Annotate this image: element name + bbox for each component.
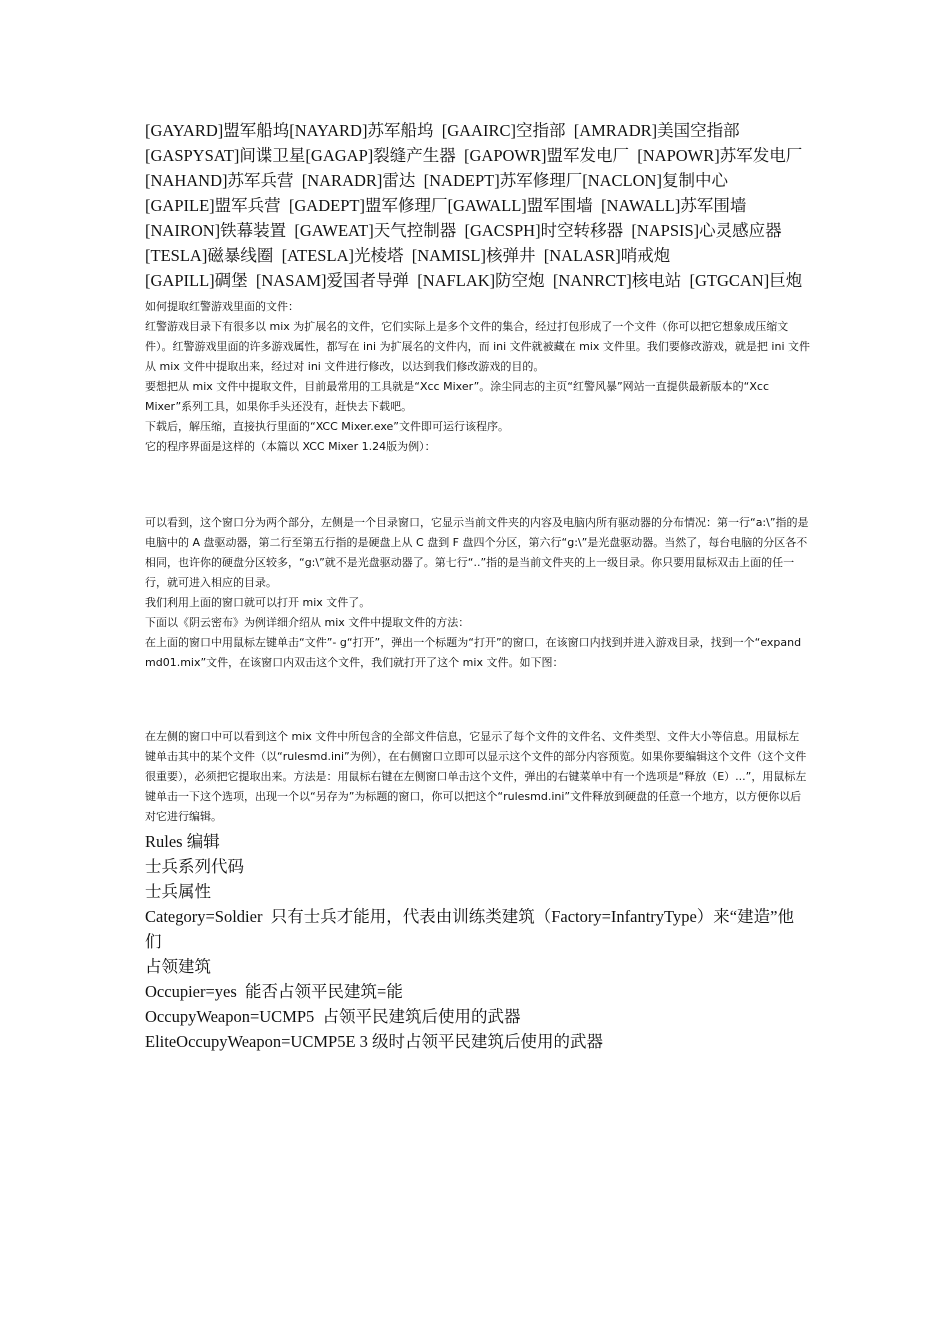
paragraph: 我们利用上面的窗口就可以打开 mix 文件了。 (145, 596, 371, 609)
mix-extraction-intro (145, 297, 810, 457)
paragraph: 在上面的窗口中用鼠标左键单击“文件”- g“打开”，弹出一个标题为“打开”的窗口，在该窗口内找到并进入游戏目录，找到一个“expandmd01.mix”文件，在该窗口内双击这个文件，我们就打开了这个 mix 文件。如下图： (145, 636, 802, 669)
rules-line: 占领建筑 (145, 957, 211, 976)
window-description (145, 513, 810, 673)
section-heading: 如何提取红警游戏里面的文件： (145, 300, 299, 313)
document-page (145, 118, 810, 1054)
file-extraction-description (145, 727, 810, 827)
paragraph: 在左侧的窗口中可以看到这个 mix 文件中所包含的全部文件信息，它显示了每个文件的文件名、文件类型、文件大小等信息。用鼠标左键单击其中的某个文件（以“rulesmd.ini”为例），在右侧窗口立即可以显示这个文件的部分内容预览。如果你要编辑这个文件（这个文件很重要），必须把它提取出来。方法是：用鼠标右键在左侧窗口单击这个文件，弹出的右键菜单中有一个选项是“释放（E）...”，用鼠标左键单击一下这个选项，出现一个以“另存为”为标题的窗口，你可以把这个“rulesmd.ini”文件释放到硬盘的任意一个地方，以方便你以后对它进行编辑。 (145, 730, 807, 823)
rules-line: 士兵系列代码 (145, 857, 244, 876)
paragraph: Mixer”系列工具，如果你手头还没有，赶快去下载吧。 (145, 400, 413, 413)
paragraph: 它的程序界面是这样的（本篇以 XCC Mixer 1.24版为例）： (145, 440, 436, 453)
code-line: [NAIRON]铁幕装置 [GAWEAT]天气控制器 [GACSPH]时空转移器 [NAPSIS]心灵感应器 (145, 221, 782, 240)
code-line: [GAPILL]碉堡 [NASAM]爱国者导弹 [NAFLAK]防空炮 [NANRCT]核电站 [GTGCAN]巨炮 (145, 271, 803, 290)
code-line: [GAPILE]盟军兵营 [GADEPT]盟军修理厂[GAWALL]盟军围墙 [NAWALL]苏军围墙 (145, 196, 747, 215)
rules-line: Category=Soldier 只有士兵才能用，代表由训练类建筑（Factory=InfantryType）来“建造”他们 (145, 907, 794, 951)
building-code-list (145, 118, 810, 293)
rules-line: Occupier=yes 能否占领平民建筑=能 (145, 982, 403, 1001)
missing-screenshot-space (145, 457, 810, 513)
rules-line: EliteOccupyWeapon=UCMP5E 3 级时占领平民建筑后使用的武器 (145, 1032, 604, 1051)
code-line: [NAHAND]苏军兵营 [NARADR]雷达 [NADEPT]苏军修理厂[NACLON]复制中心 (145, 171, 728, 190)
code-line: [GASPYSAT]间谍卫星[GAGAP]裂缝产生器 [GAPOWR]盟军发电厂 [NAPOWR]苏军发电厂 (145, 146, 803, 165)
rules-line: 士兵属性 (145, 882, 211, 901)
paragraph: 可以看到，这个窗口分为两个部分，左侧是一个目录窗口，它显示当前文件夹的内容及电脑内所有驱动器的分布情况：第一行“a:\”指的是电脑中的 A 盘驱动器，第二行至第五行指的是硬盘上从 C 盘到 F 盘四个分区，第六行“g:\”是光盘驱动器。当然了，每台电脑的分区各不相同，也许你的硬盘分区较多，“g:\”就不是光盘驱动器了。第七行“..”指的是当前文件夹的上一级目录。你只要用鼠标双击上面的任一行，就可进入相应的目录。 (145, 516, 809, 589)
paragraph: 下面以《阴云密布》为例详细介绍从 mix 文件中提取文件的方法： (145, 616, 470, 629)
missing-screenshot-space (145, 673, 810, 727)
code-line: [GAYARD]盟军船坞[NAYARD]苏军船坞 [GAAIRC]空指部 [AMRADR]美国空指部 (145, 121, 740, 140)
rules-edit-section (145, 829, 810, 1054)
code-line: [TESLA]磁暴线圈 [ATESLA]光棱塔 [NAMISL]核弹井 [NALASR]哨戒炮 (145, 246, 671, 265)
paragraph: 红警游戏目录下有很多以 mix 为扩展名的文件，它们实际上是多个文件的集合，经过打包形成了一个文件（你可以把它想象成压缩文件）。红警游戏里面的许多游戏属性，都写在 ini 为扩展名的文件内，而 ini 文件就被藏在 mix 文件里。我们要修改游戏，就是把 ini 文件从 mix 文件中提取出来，经过对 ini 文件进行修改，以达到我们修改游戏的目的。 (145, 320, 811, 373)
paragraph: 要想把从 mix 文件中提取文件，目前最常用的工具就是“Xcc Mixer”。涂尘同志的主页“红警风暴”网站一直提供最新版本的“Xcc (145, 380, 769, 393)
rules-heading: Rules 编辑 (145, 832, 220, 851)
rules-line: OccupyWeapon=UCMP5 占领平民建筑后使用的武器 (145, 1007, 521, 1026)
paragraph: 下载后，解压缩，直接执行里面的“XCC Mixer.exe”文件即可运行该程序。 (145, 420, 509, 433)
